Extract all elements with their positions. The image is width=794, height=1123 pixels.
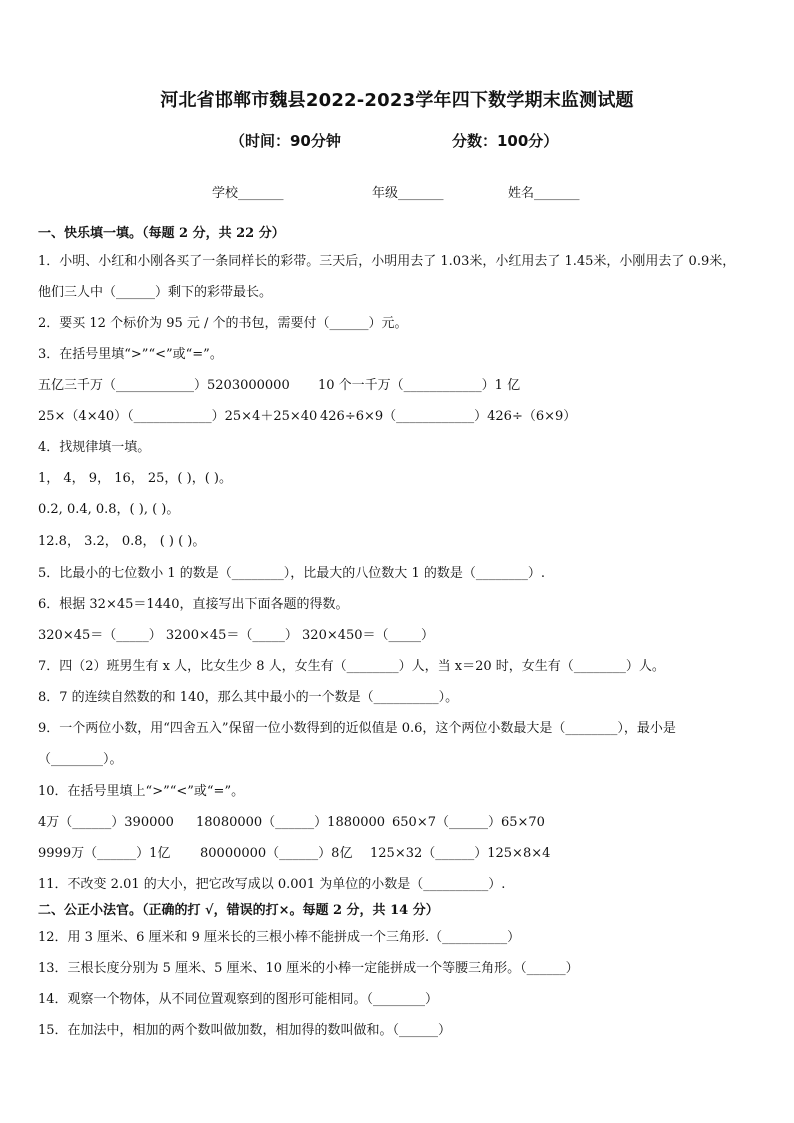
question-12: 12．用 3 厘米、6 厘米和 9 厘米长的三根小棒不能拼成一个三角形.（__________） <box>38 930 521 945</box>
question-4-row-1: 1， 4， 9， 16， 25，( )，( )。 <box>38 471 232 486</box>
question-2: 2．要买 12 个标价为 95 元 / 个的书包，需要付（______）元。 <box>38 316 408 331</box>
question-4: 4．找规律填一填。 <box>38 440 151 455</box>
section-2-heading: 二、公正小法官。（正确的打 √，错误的打×。每题 2 分，共 14 分） <box>38 903 439 918</box>
question-11: 11．不改变 2.01 的大小，把它改写成以 0.001 为单位的小数是（__________）. <box>38 877 506 892</box>
exam-title: 河北省邯郸市魏县2022-2023学年四下数学期末监测试题 <box>160 90 634 111</box>
question-9-cont: （________）。 <box>38 752 123 767</box>
question-10-item: 18080000（______）1880000 <box>196 815 386 830</box>
question-10-item: 125×32（______）125×8×4 <box>370 846 551 861</box>
school-field[interactable]: 学校_______ <box>212 186 284 201</box>
question-9: 9．一个两位小数，用“四舍五入”保留一位小数得到的近似值是 0.6，这个两位小数最大是（________），最小是 <box>38 721 676 736</box>
question-3-item: 10 个一千万（____________）1 亿 <box>318 378 521 393</box>
name-field[interactable]: 姓名_______ <box>508 186 580 201</box>
question-1-cont: 他们三人中（______）剩下的彩带最长。 <box>38 285 273 300</box>
question-4-row-3: 12.8， 3.2， 0.8， ( ) ( )。 <box>38 534 206 549</box>
question-3-item: 426÷6×9（____________）426÷（6×9） <box>320 409 577 424</box>
question-7: 7．四（2）班男生有 x 人，比女生少 8 人，女生有（________）人，当 x＝20 时，女生有（________）人。 <box>38 659 665 674</box>
question-6-row: 320×45＝（_____） 3200×45＝（_____） 320×450＝（_____） <box>38 628 435 643</box>
question-6: 6．根据 32×45＝1440，直接写出下面各题的得数。 <box>38 597 349 612</box>
exam-time: （时间：90分钟 <box>230 132 341 150</box>
question-3: 3．在括号里填“>”“<”或“=”。 <box>38 347 223 362</box>
question-3-item: 五亿三千万（____________）5203000000 <box>38 378 290 393</box>
question-10-item: 4万（______）390000 <box>38 815 174 830</box>
question-10-item: 650×7（______）65×70 <box>392 815 545 830</box>
question-8: 8．7 的连续自然数的和 140，那么其中最小的一个数是（__________）。 <box>38 690 459 705</box>
question-10-item: 9999万（______）1亿 <box>38 846 171 861</box>
question-5: 5．比最小的七位数小 1 的数是（________），比最大的八位数大 1 的数是（________）. <box>38 566 545 581</box>
question-10-item: 80000000（______）8亿 <box>200 846 353 861</box>
question-3-item: 25×（4×40）（____________）25×4＋25×40 <box>38 409 318 424</box>
grade-field[interactable]: 年级_______ <box>372 186 444 201</box>
question-1: 1．小明、小红和小刚各买了一条同样长的彩带。三天后，小明用去了 1.03米，小红用去了 1.45米，小刚用去了 0.9米， <box>38 254 736 269</box>
exam-score: 分数：100分） <box>452 132 559 150</box>
question-10: 10．在括号里填上“>”“<”或“=”。 <box>38 784 245 799</box>
question-4-row-2: 0.2, 0.4, 0.8，( ), ( )。 <box>38 502 180 517</box>
question-13: 13．三根长度分别为 5 厘米、5 厘米、10 厘米的小棒一定能拼成一个等腰三角形。（______） <box>38 961 579 976</box>
question-14: 14．观察一个物体，从不同位置观察到的图形可能相同。（________） <box>38 992 439 1007</box>
section-1-heading: 一、快乐填一填。（每题 2 分，共 22 分） <box>38 226 285 241</box>
question-15: 15．在加法中，相加的两个数叫做加数，相加得的数叫做和。（______） <box>38 1023 452 1038</box>
